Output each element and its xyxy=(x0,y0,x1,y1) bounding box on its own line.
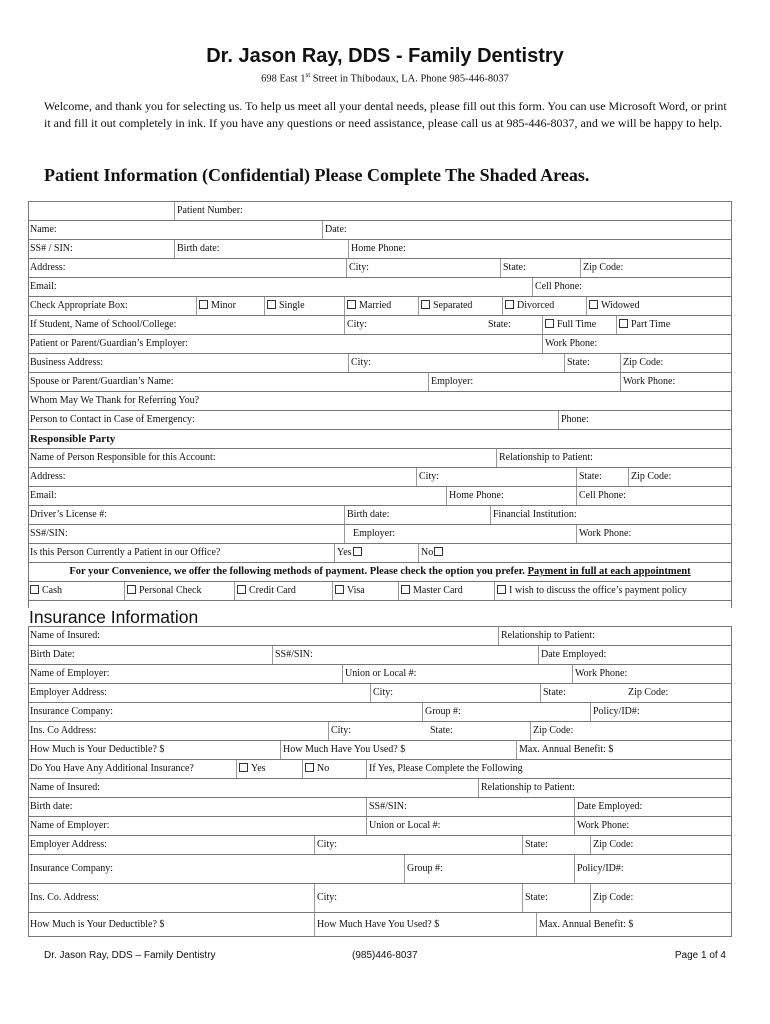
option-label: Credit Card xyxy=(249,585,296,596)
second-ins-co-state-field[interactable]: State: xyxy=(522,884,590,912)
option-label: Divorced xyxy=(517,300,555,311)
responsible-address-field[interactable]: Address: xyxy=(30,471,66,482)
additional-insurance-no[interactable] xyxy=(302,760,366,778)
business-state-field[interactable]: State: xyxy=(564,354,620,372)
referral-field[interactable]: Whom May We Thank for Referring You? xyxy=(30,395,200,406)
responsible-home-phone-field[interactable]: Home Phone: xyxy=(446,487,576,505)
second-max-benefit-field[interactable]: Max. Annual Benefit: $ xyxy=(536,913,732,936)
checkbox[interactable] xyxy=(267,300,276,309)
option-label: Yes xyxy=(337,547,352,558)
payment-header-underline: Payment in full at each appointment xyxy=(527,566,691,577)
checkbox[interactable] xyxy=(353,547,362,556)
form-border xyxy=(28,936,732,937)
ins-co-zip-field[interactable]: Zip Code: xyxy=(530,722,732,740)
additional-insurance-label: Do You Have Any Additional Insurance? xyxy=(30,763,194,774)
divorced-option[interactable] xyxy=(502,297,586,315)
option-label: Cash xyxy=(42,585,62,596)
checkbox[interactable] xyxy=(401,585,410,594)
checkbox[interactable] xyxy=(347,300,356,309)
employer-name-field[interactable]: Name of Employer: xyxy=(30,668,110,679)
email-field[interactable]: Email: xyxy=(30,281,57,292)
checkbox[interactable] xyxy=(30,585,39,594)
payment-methods-header xyxy=(28,563,732,581)
deductible-field[interactable]: How Much is Your Deductible? $ xyxy=(30,744,165,755)
office-address xyxy=(0,71,770,85)
second-relationship-field[interactable]: Relationship to Patient: xyxy=(478,779,732,797)
second-employer-name-field[interactable]: Name of Employer: xyxy=(30,820,110,831)
checkbox[interactable] xyxy=(589,300,598,309)
option-label: Full Time xyxy=(557,319,597,330)
separated-option[interactable] xyxy=(418,297,502,315)
option-label: Minor xyxy=(211,300,236,311)
ins-co-address-field[interactable]: Ins. Co Address: xyxy=(30,725,97,736)
responsible-work-phone-field[interactable]: Work Phone: xyxy=(576,525,732,543)
financial-institution-field[interactable]: Financial Institution: xyxy=(490,506,732,524)
checkbox[interactable] xyxy=(545,319,554,328)
checkbox[interactable] xyxy=(305,763,314,772)
responsible-employer-field[interactable]: Employer: xyxy=(344,525,576,543)
school-state-field[interactable]: State: xyxy=(488,319,511,330)
ss-field[interactable]: SS# / SIN: xyxy=(30,243,73,254)
union-field[interactable]: Union or Local #: xyxy=(342,665,572,683)
guardian-employer-field[interactable]: Patient or Parent/Guardian’s Employer: xyxy=(30,338,189,349)
cash-option[interactable] xyxy=(28,582,124,600)
part-time-option[interactable] xyxy=(616,316,732,334)
additional-insurance-yes[interactable] xyxy=(236,760,302,778)
checkbox[interactable] xyxy=(237,585,246,594)
second-employer-address-field[interactable]: Employer Address: xyxy=(30,839,107,850)
address-field[interactable]: Address: xyxy=(30,262,66,273)
responsible-zip-field[interactable]: Zip Code: xyxy=(628,468,732,486)
option-label: Part Time xyxy=(631,319,671,330)
check-box-label: Check Appropriate Box: xyxy=(30,300,128,311)
personal-check-option[interactable] xyxy=(124,582,234,600)
checkbox[interactable] xyxy=(199,300,208,309)
checkbox[interactable] xyxy=(619,319,628,328)
responsible-ss-field[interactable]: SS#/SIN: xyxy=(30,528,68,539)
form-border xyxy=(28,600,732,601)
option-label: Widowed xyxy=(601,300,640,311)
insured-name-field[interactable]: Name of Insured: xyxy=(30,630,100,641)
second-birth-date-field[interactable]: Birth date: xyxy=(30,801,73,812)
second-policy-id-field[interactable]: Policy/ID#: xyxy=(574,855,732,883)
current-patient-yes[interactable] xyxy=(334,544,418,562)
if-yes-note: If Yes, Please Complete the Following xyxy=(366,760,732,778)
checkbox[interactable] xyxy=(505,300,514,309)
work-phone-field[interactable]: Work Phone: xyxy=(542,335,732,353)
checkbox[interactable] xyxy=(127,585,136,594)
current-patient-label: Is this Person Currently a Patient in our Office? xyxy=(30,547,221,558)
footer-phone: (985)446-8037 xyxy=(352,950,418,961)
insured-work-phone-field[interactable]: Work Phone: xyxy=(572,665,732,683)
state-field[interactable]: State: xyxy=(500,259,580,277)
insured-ss-field[interactable]: SS#/SIN: xyxy=(272,646,538,664)
zip-field[interactable]: Zip Code: xyxy=(580,259,732,277)
drivers-license-field[interactable]: Driver’s License #: xyxy=(30,509,108,520)
option-label: Personal Check xyxy=(139,585,202,596)
single-option[interactable] xyxy=(264,297,344,315)
payment-header-text: For your Convenience, we offer the following methods of payment. Please check the option you prefer. xyxy=(69,566,525,577)
married-option[interactable] xyxy=(344,297,418,315)
insurance-company-field[interactable]: Insurance Company: xyxy=(30,706,114,717)
birth-date-field[interactable]: Birth date: xyxy=(174,240,348,258)
responsible-party-heading: Responsible Party xyxy=(30,433,116,445)
ins-co-city-field[interactable]: City: xyxy=(328,722,428,740)
insured-birth-date-field[interactable]: Birth Date: xyxy=(30,649,75,660)
home-phone-field[interactable]: Home Phone: xyxy=(348,240,732,258)
date-employed-field[interactable]: Date Employed: xyxy=(538,646,732,664)
option-label: No xyxy=(317,763,330,774)
second-amount-used-field[interactable]: How Much Have You Used? $ xyxy=(314,913,536,936)
employer-state-field[interactable]: State: xyxy=(540,684,626,702)
option-label: Master Card xyxy=(413,585,463,596)
policy-id-field[interactable]: Policy/ID#: xyxy=(590,703,732,721)
page-title: Dr. Jason Ray, DDS - Family Dentistry xyxy=(206,45,564,67)
checkbox[interactable] xyxy=(497,585,506,594)
option-label: No xyxy=(421,547,434,558)
responsible-birth-date-field[interactable]: Birth date: xyxy=(344,506,490,524)
second-group-number-field[interactable]: Group #: xyxy=(404,855,574,883)
option-label: Separated xyxy=(433,300,473,311)
full-time-option[interactable] xyxy=(542,316,616,334)
name-field[interactable]: Name: xyxy=(30,224,57,235)
master-card-option[interactable] xyxy=(398,582,494,600)
school-city-field[interactable]: City: xyxy=(344,316,486,334)
responsible-city-field[interactable]: City: xyxy=(416,468,576,486)
checkbox[interactable] xyxy=(335,585,344,594)
patient-number-field[interactable]: Patient Number: xyxy=(174,202,732,220)
business-address-field[interactable]: Business Address: xyxy=(30,357,104,368)
business-zip-field[interactable]: Zip Code: xyxy=(620,354,732,372)
second-insured-name-field[interactable]: Name of Insured: xyxy=(30,782,100,793)
emergency-phone-field[interactable]: Phone: xyxy=(558,411,732,429)
second-work-phone-field[interactable]: Work Phone: xyxy=(574,817,732,835)
discuss-policy-option[interactable] xyxy=(494,582,732,600)
second-deductible-field[interactable]: How Much is Your Deductible? $ xyxy=(30,919,165,930)
insurance-section-title: Insurance Information xyxy=(29,607,199,627)
address-part: 698 East 1 xyxy=(261,73,306,85)
business-city-field[interactable]: City: xyxy=(348,354,564,372)
option-label: Visa xyxy=(347,585,365,596)
second-ins-co-address-field[interactable]: Ins. Co. Address: xyxy=(30,892,99,903)
option-label: Married xyxy=(359,300,392,311)
insured-relationship-field[interactable]: Relationship to Patient: xyxy=(498,627,732,645)
second-date-employed-field[interactable]: Date Employed: xyxy=(574,798,732,816)
patient-section-title: Patient Information (Confidential) Please Complete The Shaded Areas. xyxy=(44,165,590,185)
address-part: Street in Thibodaux, LA. Phone 985-446-8037 xyxy=(310,73,509,85)
responsible-name-field[interactable]: Name of Person Responsible for this Account: xyxy=(30,452,216,463)
option-label: Yes xyxy=(251,763,266,774)
option-label: I wish to discuss the office’s payment policy xyxy=(509,585,687,596)
city-field[interactable]: City: xyxy=(346,259,500,277)
school-field[interactable]: If Student, Name of School/College: xyxy=(30,319,177,330)
spouse-employer-field[interactable]: Employer: xyxy=(428,373,620,391)
credit-card-option[interactable] xyxy=(234,582,332,600)
intro-paragraph: Welcome, and thank you for selecting us. To help us meet all your dental needs, please fill out this form. You can use Microsoft Word, or print it and fill it out completely in ink. If you have any questions or need assistance, please call us at 985-446-8037, and we will be happy to help. xyxy=(44,99,727,130)
second-employer-zip-field[interactable]: Zip Code: xyxy=(590,836,732,854)
second-employer-state-field[interactable]: State: xyxy=(522,836,590,854)
date-field[interactable]: Date: xyxy=(322,221,732,239)
visa-option[interactable] xyxy=(332,582,398,600)
minor-option[interactable] xyxy=(196,297,264,315)
employer-city-field[interactable]: City: xyxy=(370,684,540,702)
emergency-contact-field[interactable]: Person to Contact in Case of Emergency: xyxy=(30,414,195,425)
responsible-cell-phone-field[interactable]: Cell Phone: xyxy=(576,487,732,505)
group-number-field[interactable]: Group #: xyxy=(422,703,590,721)
ins-co-state-field[interactable]: State: xyxy=(430,725,453,736)
second-employer-city-field[interactable]: City: xyxy=(314,836,522,854)
footer-practice-name: Dr. Jason Ray, DDS – Family Dentistry xyxy=(44,950,216,961)
second-ins-co-city-field[interactable]: City: xyxy=(314,884,522,912)
patient-form xyxy=(28,201,732,608)
second-union-field[interactable]: Union or Local #: xyxy=(366,817,574,835)
footer-page-number: Page 1 of 4 xyxy=(674,950,726,961)
responsible-email-field[interactable]: Email: xyxy=(30,490,57,501)
insurance-form xyxy=(28,626,732,938)
responsible-state-field[interactable]: State: xyxy=(576,468,628,486)
second-ss-field[interactable]: SS#/SIN: xyxy=(366,798,574,816)
spouse-work-phone-field[interactable]: Work Phone: xyxy=(620,373,732,391)
amount-used-field[interactable]: How Much Have You Used? $ xyxy=(280,741,516,759)
second-insurance-company-field[interactable]: Insurance Company: xyxy=(30,863,114,874)
employer-address-field[interactable]: Employer Address: xyxy=(30,687,107,698)
checkbox[interactable] xyxy=(434,547,443,556)
employer-zip-field[interactable]: Zip Code: xyxy=(628,687,669,698)
widowed-option[interactable] xyxy=(586,297,732,315)
responsible-relationship-field[interactable]: Relationship to Patient: xyxy=(496,449,732,467)
address-superscript: st xyxy=(305,71,311,79)
current-patient-no[interactable] xyxy=(418,544,732,562)
spouse-name-field[interactable]: Spouse or Parent/Guardian’s Name: xyxy=(30,376,174,387)
second-ins-co-zip-field[interactable]: Zip Code: xyxy=(590,884,732,912)
cell-phone-field[interactable]: Cell Phone: xyxy=(532,278,732,296)
checkbox[interactable] xyxy=(421,300,430,309)
checkbox[interactable] xyxy=(239,763,248,772)
max-benefit-field[interactable]: Max. Annual Benefit: $ xyxy=(516,741,732,759)
option-label: Single xyxy=(279,300,305,311)
